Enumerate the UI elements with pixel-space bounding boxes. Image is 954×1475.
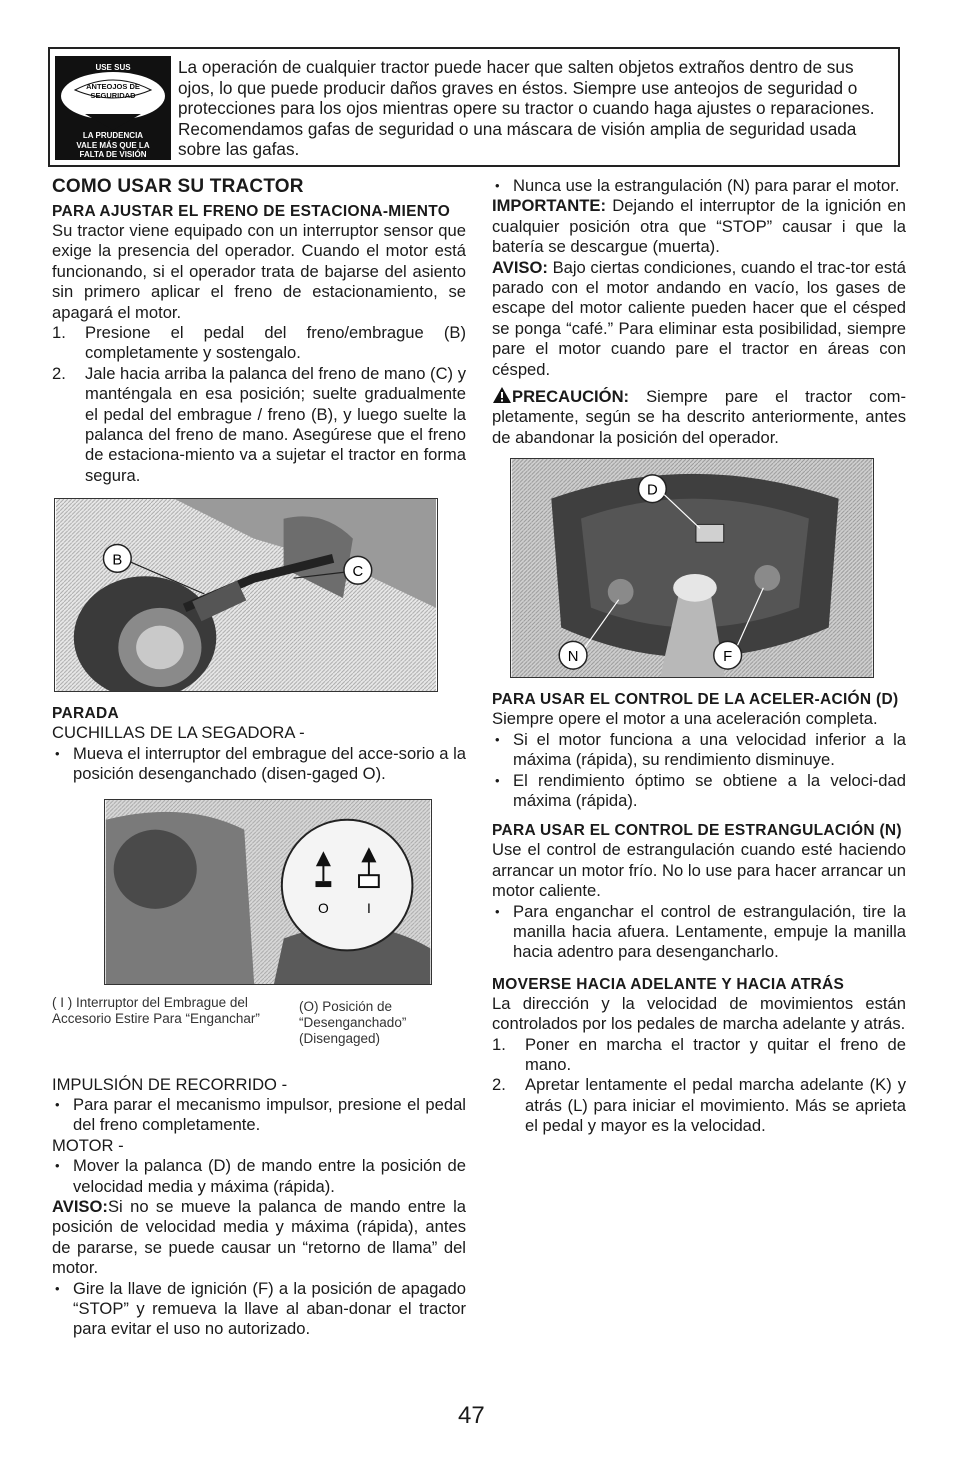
left-aviso [52,1197,466,1279]
caption-engage-text: Interruptor del Embrague del Accesorio Estire Para “Enganchar” [52,994,260,1026]
switch-label-o: O [318,899,329,916]
caption-engage [52,995,282,1027]
importante-note [492,196,906,257]
dashboard-controls-figure [510,458,874,678]
list-item: • El rendimiento óptimo se obtiene a la veloci-dad máxima (rápida). [492,771,906,812]
aviso-label: AVISO: [52,1196,108,1216]
badge-line-3: SEGURIDAD [90,91,136,100]
parking-brake-steps [52,323,466,486]
warning-triangle-icon [492,386,512,404]
safety-glasses-icon [55,56,171,160]
precaucion-note [492,386,906,448]
list-item [52,364,466,486]
list-item [492,1035,906,1076]
move-steps [492,1035,906,1137]
page-number: 47 [458,1402,485,1429]
pto-captions [52,995,466,1067]
right-column [492,176,906,1137]
aviso-text: Si no se mueve la palanca de mando entre la posición de velocidad media y máxima (rápida), antes de pararse, se puede causar un “retorno de llama” del motor. [52,1196,466,1278]
choke-heading: PARA USAR EL CONTROL DE ESTRANGULACIÓN (N) [492,822,902,840]
warning-text: La operación de cualquier tractor puede hacer que salten objetos extraños dentro de sus ojos, lo que puede producir daños graves en éstos. Siempre use anteojos de seguridad o protecciones para los ojos mientras opere su tractor o cuando haga ajustes o reparaciones. Recomendamos gafas de seguridad o una máscara de visión amplia de seguridad usada sobre las gafas. [178,57,875,160]
badge-line-6: FALTA DE VISIÓN [79,150,147,159]
move-heading: MOVERSE HACIA ADELANTE Y HACIA ATRÁS [492,975,845,993]
throttle-heading: PARA USAR EL CONTROL DE LA ACELER-ACIÓN (D) [492,691,899,709]
safety-glasses-badge [55,56,171,160]
callout-b-label: B [112,552,123,569]
importante-label: IMPORTANTE: [492,196,606,216]
list-item: • Mueva el interruptor del embrague del acce-sorio a la posición desenganchado (disen-gaged O). [52,744,466,785]
motor-list-2 [52,1279,466,1340]
section-title: COMO USAR SU TRACTOR [52,176,304,197]
drive-list [52,1095,466,1136]
parking-brake-intro: Su tractor viene equipado con un interruptor sensor que exige la presencia del operador. Cuando el motor está funcionando, si el operador trata de bajarse del asiento sin primero aplicar el freno de estacionamiento, se apagará el motor. [52,221,466,322]
callout-c-label: C [352,564,364,581]
caption-disengage [299,999,449,1047]
callout-n-label: N [567,649,579,666]
blades-heading: CUCHILLAS DE LA SEGADORA - [52,723,305,743]
list-item [52,323,466,364]
precaucion-label: PRECAUCIÓN: [512,387,630,407]
caption-disengage-text: Posición de “Desenganchado” (Disengaged) [299,998,407,1046]
step-text: Poner en marcha el tractor y quitar el freno de mano. [525,1034,906,1074]
throttle-list [492,730,906,812]
drive-heading: IMPULSIÓN DE RECORRIDO - [52,1074,288,1094]
callout-f-label: F [723,649,733,666]
caption-disengage-prefix: (O) [299,998,319,1014]
pto-switch-figure [104,799,432,985]
step-text: Apretar lentamente el pedal marcha adelante (K) y atrás (L) para iniciar el movimiento. Más se aprieta el pedal y mayor es la velocidad. [525,1075,906,1136]
badge-line-2: ANTEOJOS DE [86,82,140,91]
step-number: 2. [52,363,66,383]
switch-label-i: I [366,899,371,916]
caption-engage-prefix: ( I ) [52,994,73,1010]
parking-brake-heading: PARA AJUSTAR EL FRENO DE ESTACIONA-MIENTO [52,203,451,220]
step-text: Jale hacia arriba la palanca del freno de mano (C) y manténgala en esa posición; suelte gradualmente el pedal del embrague / freno (B), y luego suelte la palanca del freno de mano. Asegúrese que el freno de estaciona-miento va a sujetar el tractor en forma segura. [85,363,466,485]
badge-line-5: VALE MÁS QUE LA [76,141,150,150]
importante-text: Dejando el interruptor de la ignición en cualquier posición otra que “STOP” causar i que la batería se descargue (muerta). [492,196,906,257]
list-item: • Nunca use la estrangulación (N) para parar el motor. [492,176,906,196]
list-item: • Para enganchar el control de estrangulación, tire la manilla hacia afuera. Lentamente, empuje la manilla hacia adentro para desengancharlo. [492,902,906,963]
step-number: 2. [492,1075,506,1095]
list-item: • Para parar el mecanismo impulsor, presione el pedal del freno completamente. [52,1095,466,1136]
throttle-intro: Siempre opere el motor a una aceleración completa. [492,709,878,729]
list-item: • Si el motor funciona a una velocidad inferior a la máxima (rápida), su rendimiento disminuye. [492,730,906,771]
motor-list [52,1156,466,1197]
badge-line-1: USE SUS [95,63,131,72]
move-intro: La dirección y la velocidad de movimientos están controlados por los pedales de marcha adelante y atrás. [492,993,906,1034]
right-aviso [492,258,906,380]
badge-line-4: LA PRUDENCIA [82,131,144,140]
list-item: • Mover la palanca (D) de mando entre la posición de velocidad media y máxima (rápida). [52,1156,466,1197]
motor-heading: MOTOR - [52,1135,124,1155]
aviso-text: Bajo ciertas condiciones, cuando el trac-tor está parado con el motor andando en vacío, los gases de escape del motor caliente pueden hacer que el césped se ponga “café.” Para eliminar esta posibilidad, siempre pare el motor cuando pare el tractor en áreas con césped. [492,257,906,379]
blades-list [52,744,466,785]
list-item [492,1075,906,1136]
precaucion-text: Siempre pare el tractor com-pletamente, según se ha descrito anteriormente, antes de abandonar la posición del operador. [492,387,906,447]
step-number: 1. [492,1034,506,1054]
choke-list [492,902,906,963]
stop-heading: PARADA [52,705,119,723]
step-text: Presione el pedal del freno/embrague (B) completamente y sostengalo. [85,323,466,363]
choke-warning-list [492,176,906,196]
parking-brake-figure [54,498,438,692]
left-column [52,176,466,1340]
aviso-label: AVISO: [492,257,548,277]
choke-intro: Use el control de estrangulación cuando esté haciendo arrancar un motor frío. No lo use para hacer arrancar un motor caliente. [492,840,906,901]
list-item: • Gire la llave de ignición (F) a la posición de apagado “STOP” y remueva la llave al aban-donar el tractor para evitar el uso no autorizado. [52,1279,466,1340]
step-number: 1. [52,323,66,343]
callout-d-label: D [646,482,658,499]
